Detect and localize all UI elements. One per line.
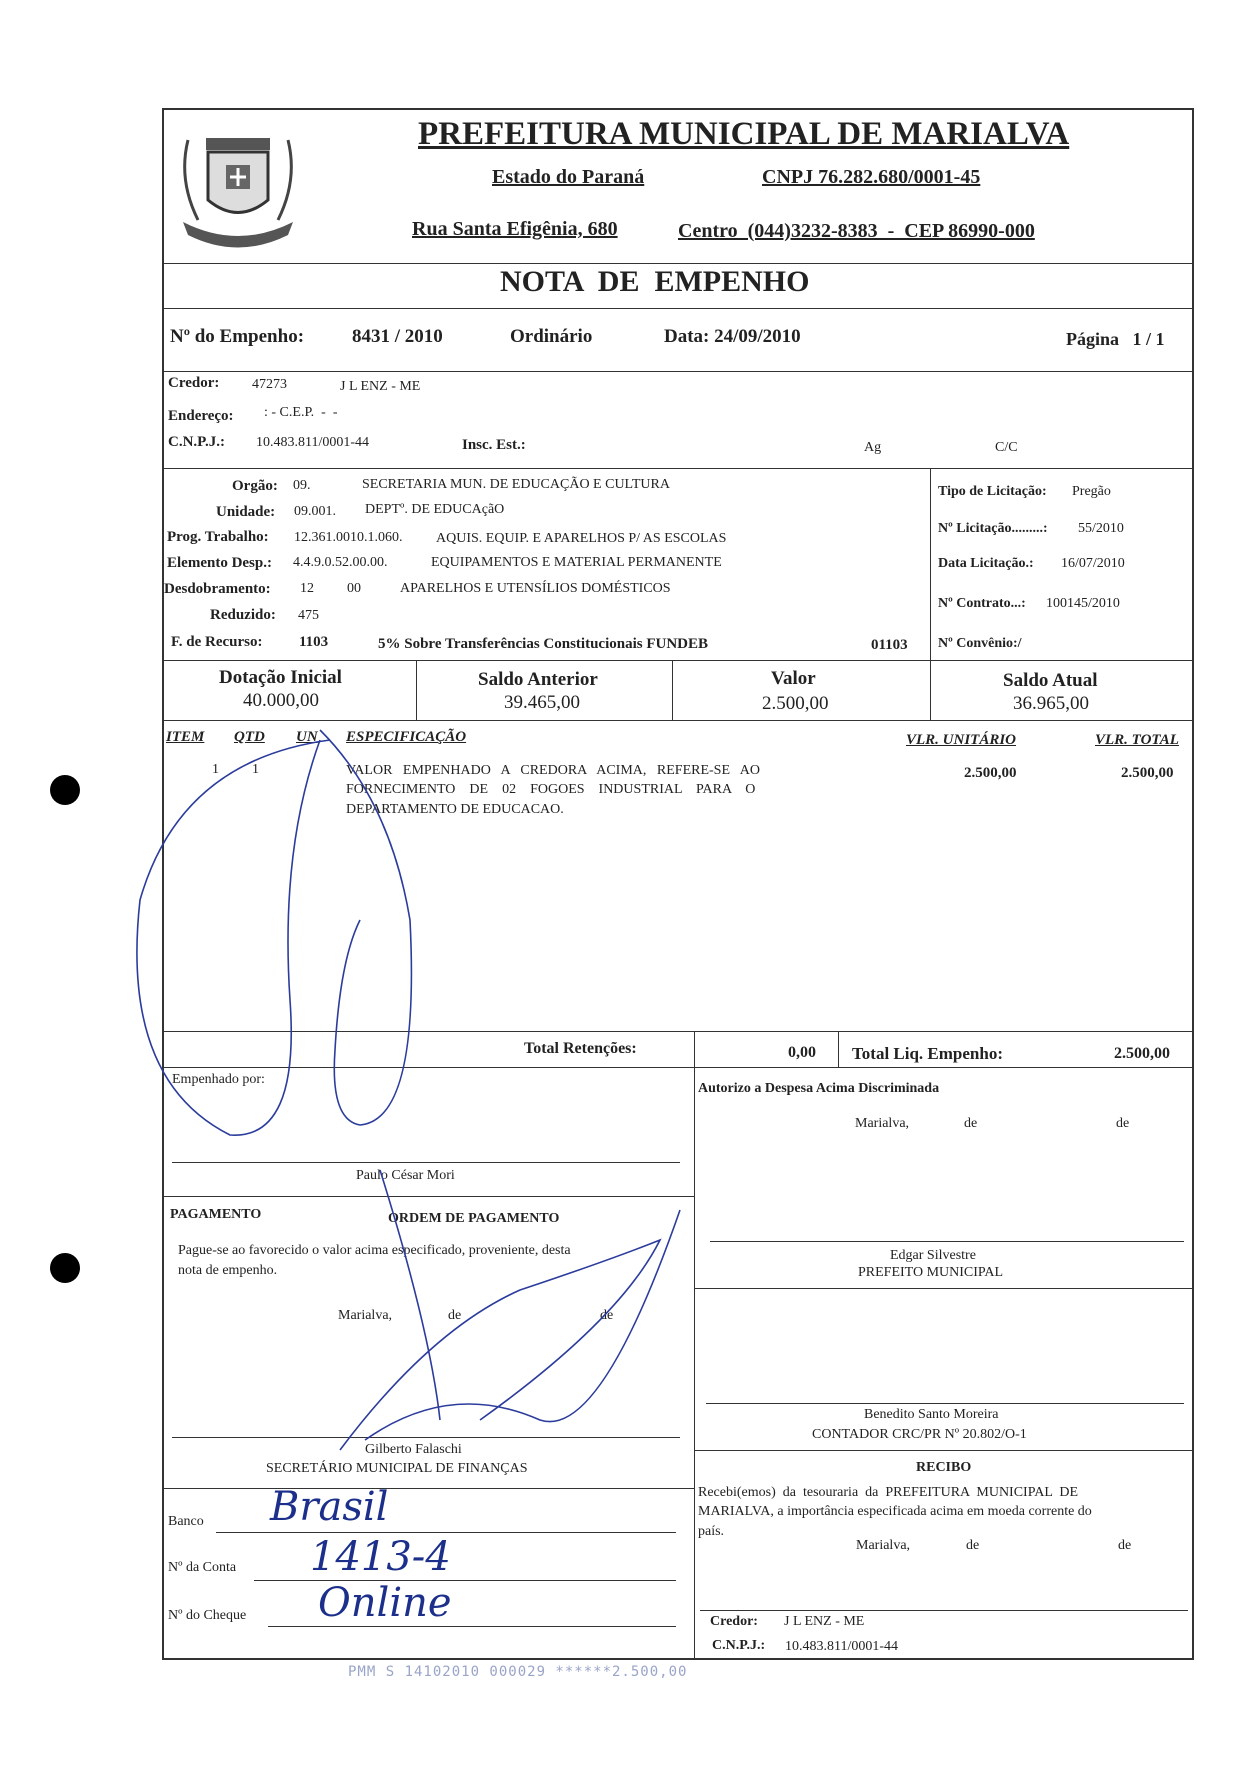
item-desc-line3: DEPARTAMENTO DE EDUCACAO. — [346, 802, 564, 817]
empenhado-name: Paulo César Mori — [356, 1168, 455, 1183]
elem-label: Elemento Desp.: — [167, 555, 272, 571]
recibo-credor-value: J L ENZ - ME — [784, 1614, 865, 1629]
total-liq-value: 2.500,00 — [1114, 1045, 1170, 1062]
col-espec-header: ESPECIFICAÇÃO — [346, 729, 467, 745]
item-qtd: 1 — [252, 762, 259, 777]
header-state: Estado do Paraná — [492, 166, 645, 188]
header-cnpj: CNPJ 76.282.680/0001-45 — [762, 166, 981, 188]
recibo-cnpj-value: 10.483.811/0001-44 — [785, 1639, 899, 1654]
recibo-de2: de — [1118, 1538, 1132, 1553]
item-number: 1 — [212, 762, 219, 777]
valor-value: 2.500,00 — [762, 693, 829, 714]
autorizo-de1: de — [964, 1116, 978, 1131]
header-address: Centro (044)3232-8383 - CEP 86990-000 — [678, 220, 1035, 242]
doc-title: NOTA DE EMPENHO — [500, 265, 810, 298]
recibo-label: RECIBO — [916, 1460, 972, 1475]
orgao-label: Orgão: — [232, 478, 278, 494]
dotacao-label: Dotação Inicial — [219, 667, 342, 688]
saldo-anterior-value: 39.465,00 — [504, 692, 580, 713]
tipo-licitacao-label: Tipo de Licitação: — [938, 484, 1047, 499]
ordem-pagamento-label: ORDEM DE PAGAMENTO — [388, 1211, 560, 1226]
credor-label: Credor: — [168, 375, 220, 391]
insc-label: Insc. Est.: — [462, 437, 526, 453]
conta-label: Nº da Conta — [168, 1560, 237, 1575]
empenhado-label: Empenhado por: — [172, 1072, 265, 1087]
elem-value: EQUIPAMENTOS E MATERIAL PERMANENTE — [431, 555, 722, 570]
secretario-role: SECRETÁRIO MUNICIPAL DE FINANÇAS — [266, 1461, 528, 1476]
desd-a: 12 — [300, 581, 314, 596]
contador-name: Benedito Santo Moreira — [864, 1407, 999, 1422]
fonte-value: 5% Sobre Transferências Constitucionais FUNDEB — [378, 636, 709, 652]
col-un-header: UN — [296, 729, 318, 745]
cc-label: C/C — [995, 440, 1018, 455]
orgao-value: SECRETARIA MUN. DE EDUCAÇÃO E CULTURA — [362, 477, 670, 492]
cheque-handwriting: Online — [318, 1580, 452, 1626]
prog-label: Prog. Trabalho: — [167, 529, 269, 545]
contrato-label: Nº Contrato...: — [938, 596, 1026, 611]
orgao-code: 09. — [293, 478, 311, 493]
recibo-text3: país. — [698, 1524, 725, 1539]
data-licitacao-label: Data Licitação.: — [938, 556, 1034, 571]
credor-code: 47273 — [252, 377, 287, 392]
cnpj-value: 10.483.811/0001-44 — [256, 435, 370, 450]
contrato-value: 100145/2010 — [1046, 596, 1120, 611]
credor-name: J L ENZ - ME — [340, 379, 421, 394]
endereco-value: : - C.E.P. - - — [264, 405, 338, 420]
saldo-atual-value: 36.965,00 — [1013, 693, 1089, 714]
unidade-code: 09.001. — [294, 504, 336, 519]
recibo-credor-label: Credor: — [710, 1614, 758, 1629]
col-total-header: VLR. TOTAL — [1095, 732, 1179, 748]
conta-handwriting: 1413-4 — [310, 1534, 451, 1580]
col-item-header: ITEM — [166, 729, 205, 745]
saldo-atual-label: Saldo Atual — [1003, 670, 1098, 691]
item-desc-line1: VALOR EMPENHADO A CREDORA ACIMA, REFERE-SE AO — [346, 763, 760, 778]
secretario-name: Gilberto Falaschi — [365, 1442, 462, 1457]
retencoes-label: Total Retenções: — [524, 1040, 637, 1057]
pagamento-de2: de — [600, 1308, 614, 1323]
retencoes-value: 0,00 — [788, 1044, 816, 1061]
autorizo-de2: de — [1116, 1116, 1130, 1131]
banco-handwriting: Brasil — [270, 1484, 389, 1530]
pagamento-label: PAGAMENTO — [170, 1207, 262, 1222]
col-unit-header: VLR. UNITÁRIO — [906, 732, 1017, 748]
desd-b: 00 — [347, 581, 361, 596]
recibo-de1: de — [966, 1538, 980, 1553]
cnpj-label: C.N.P.J.: — [168, 434, 225, 450]
recibo-place: Marialva, — [856, 1538, 911, 1553]
tipo-licitacao-value: Pregão — [1072, 484, 1111, 499]
item-desc-line2: FORNECIMENTO DE 02 FOGOES INDUSTRIAL PARA O — [346, 782, 756, 797]
empenho-num-label: Nº do Empenho: — [170, 326, 305, 347]
empenho-type: Ordinário — [510, 326, 593, 347]
recibo-cnpj-label: C.N.P.J.: — [712, 1638, 766, 1653]
endereco-label: Endereço: — [168, 408, 234, 424]
autorizo-place: Marialva, — [855, 1116, 910, 1131]
header-street: Rua Santa Efigênia, 680 — [412, 218, 618, 240]
convenio-label: Nº Convênio:/ — [938, 636, 1022, 651]
fonte-code: 1103 — [299, 634, 329, 650]
saldo-anterior-label: Saldo Anterior — [478, 669, 598, 690]
unidade-label: Unidade: — [216, 504, 276, 520]
dotacao-value: 40.000,00 — [243, 690, 319, 711]
cheque-label: Nº do Cheque — [168, 1608, 247, 1623]
elem-code: 4.4.9.0.52.00.00. — [293, 555, 388, 570]
empenho-page: Página 1 / 1 — [1066, 329, 1165, 349]
pagamento-text1: Pague-se ao favorecido o valor acima especificado, proveniente, desta — [178, 1243, 571, 1258]
pagamento-de1: de — [448, 1308, 462, 1323]
bank-stamp: PMM S 14102010 000029 ******2.500,00 — [348, 1664, 688, 1680]
pagamento-place: Marialva, — [338, 1308, 393, 1323]
prog-value: AQUIS. EQUIP. E APARELHOS P/ AS ESCOLAS — [436, 531, 727, 546]
total-liq-label: Total Liq. Empenho: — [852, 1044, 1003, 1063]
recibo-text2: MARIALVA, a importância especificada acima em moeda corrente do — [698, 1504, 1092, 1519]
pagamento-text2: nota de empenho. — [178, 1263, 278, 1278]
item-unit-value: 2.500,00 — [964, 765, 1017, 781]
reduzido-label: Reduzido: — [210, 607, 276, 623]
fonte-label: F. de Recurso: — [171, 634, 263, 650]
reduzido-value: 475 — [298, 608, 319, 623]
recibo-text1: Recebi(emos) da tesouraria da PREFEITURA MUNICIPAL DE — [698, 1485, 1079, 1500]
col-qtd-header: QTD — [234, 729, 265, 745]
empenho-num: 8431 / 2010 — [352, 326, 443, 347]
unidade-value: DEPTº. DE EDUCAçãO — [365, 502, 505, 517]
empenho-date: Data: 24/09/2010 — [664, 326, 801, 347]
fonte-code2: 01103 — [871, 637, 908, 653]
valor-label: Valor — [771, 668, 816, 689]
num-licitacao-label: Nº Licitação.........: — [938, 521, 1048, 536]
prefeito-role: PREFEITO MUNICIPAL — [858, 1265, 1004, 1280]
header-title: PREFEITURA MUNICIPAL DE MARIALVA — [418, 116, 1070, 152]
item-total-value: 2.500,00 — [1121, 765, 1174, 781]
num-licitacao-value: 55/2010 — [1078, 521, 1124, 536]
prefeito-name: Edgar Silvestre — [890, 1248, 976, 1263]
desd-label: Desdobramento: — [164, 581, 271, 597]
desd-value: APARELHOS E UTENSÍLIOS DOMÉSTICOS — [400, 581, 671, 596]
contador-role: CONTADOR CRC/PR Nº 20.802/O-1 — [812, 1427, 1027, 1442]
data-licitacao-value: 16/07/2010 — [1061, 556, 1125, 571]
autorizo-label: Autorizo a Despesa Acima Discriminada — [698, 1081, 940, 1096]
prog-code: 12.361.0010.1.060. — [294, 530, 403, 545]
banco-label: Banco — [168, 1514, 204, 1529]
ag-label: Ag — [864, 440, 882, 455]
